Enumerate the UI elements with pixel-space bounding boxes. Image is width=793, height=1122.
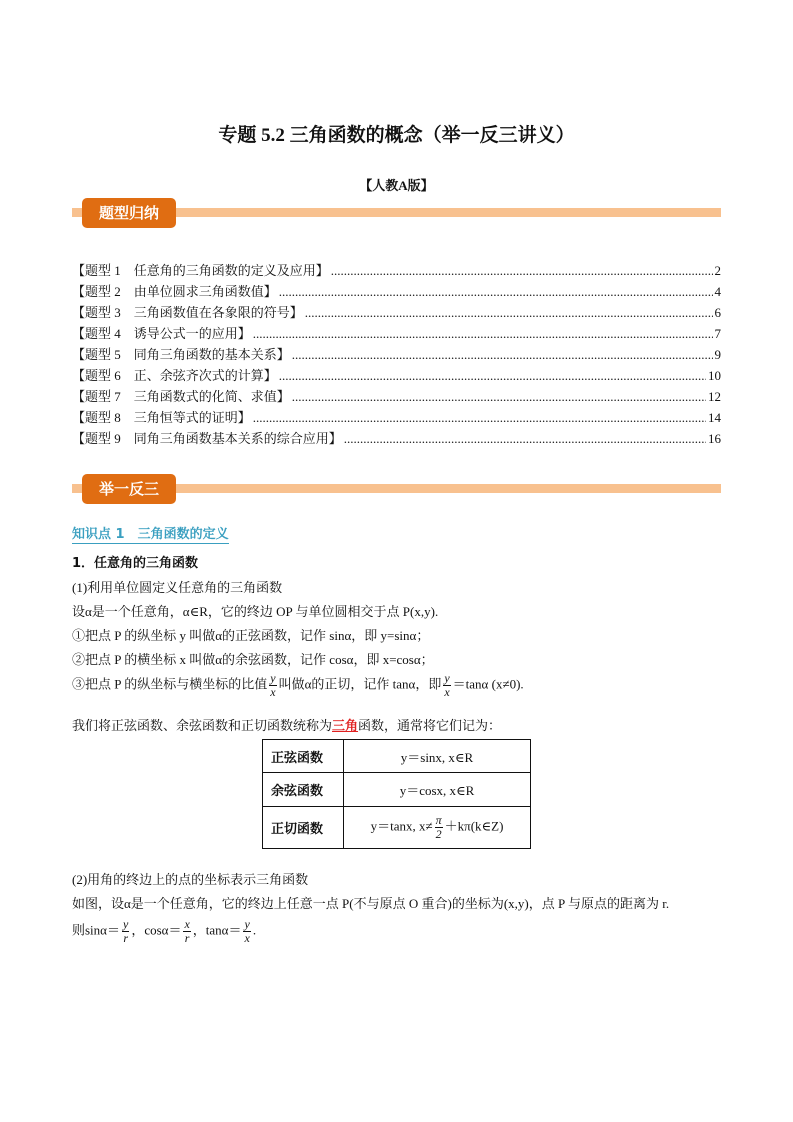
toc-page: 16: [708, 431, 721, 446]
table-cell: 余弦函数: [263, 773, 344, 807]
denominator: 2: [435, 827, 442, 841]
denominator: r: [123, 931, 128, 945]
section-heading: 1．任意角的三角函数: [72, 556, 199, 571]
text: ，tanα＝: [192, 922, 242, 938]
paragraph: [72, 918, 256, 945]
paragraph: 设α是一个任意角，α∈R，它的终边 OP 与单位圆相交于点 P(x,y).: [72, 604, 439, 619]
toc-leader: [292, 389, 706, 405]
toc-leader: [279, 284, 713, 300]
text: 则sinα＝: [72, 922, 120, 938]
toc-page: 7: [714, 326, 721, 341]
toc-leader: [305, 305, 713, 321]
toc-entry[interactable]: [72, 323, 721, 342]
table-cell: 正弦函数: [263, 740, 344, 773]
trig-function-table: [262, 739, 531, 849]
toc-page: 2: [714, 263, 721, 278]
fraction: [122, 918, 129, 945]
toc-leader: [279, 368, 706, 384]
text: ，cosα＝: [131, 922, 182, 938]
text: 我们将正弦函数、余弦函数和正切函数统称为: [72, 718, 333, 733]
toc-label: 【题型 3 三角函数值在各象限的符号】: [72, 305, 303, 320]
table-row: [263, 773, 531, 807]
banner-examples: 举一反三: [82, 474, 176, 504]
toc-entry[interactable]: [72, 386, 721, 405]
toc-label: 【题型 4 诱导公式一的应用】: [72, 326, 251, 341]
toc-page: 4: [714, 284, 721, 299]
table-row: [263, 807, 531, 849]
paragraph: ②把点 P 的横坐标 x 叫做α的余弦函数，记作 cosα，即 x=cosα；: [72, 652, 434, 667]
table-cell: y＝cosx, x∈R: [344, 773, 531, 807]
fraction: [443, 672, 450, 699]
text: y＝tanx, x≠: [370, 818, 433, 834]
text: .: [252, 922, 257, 938]
denominator: r: [184, 931, 190, 945]
numerator: y: [122, 917, 129, 931]
fraction: [435, 814, 443, 841]
numerator: y: [270, 671, 276, 685]
toc-leader: [253, 410, 706, 426]
numerator: y: [244, 917, 250, 931]
edition-label: 【人教A版】: [359, 178, 434, 193]
numerator: y: [444, 671, 450, 685]
toc-label: 【题型 7 三角函数式的化简、求值】: [72, 389, 290, 404]
text: ③把点 P 的纵坐标与横坐标的比值: [72, 676, 268, 692]
toc-entry[interactable]: [72, 428, 721, 447]
toc-leader: [292, 347, 713, 363]
toc-entry[interactable]: [72, 344, 721, 363]
toc-leader: [331, 263, 713, 279]
numerator: π: [435, 813, 442, 827]
knowledge-point-heading: 知识点 1 三角函数的定义: [72, 523, 229, 544]
table-cell: 正切函数: [263, 807, 344, 849]
table-cell: y＝sinx, x∈R: [344, 740, 531, 773]
toc-label: 【题型 2 由单位圆求三角函数值】: [72, 284, 277, 299]
toc-label: 【题型 1 任意角的三角函数的定义及应用】: [72, 263, 329, 278]
toc-page: 10: [708, 368, 721, 383]
denominator: x: [244, 931, 250, 945]
denominator: x: [444, 685, 450, 699]
toc-entry[interactable]: [72, 260, 721, 279]
toc-label: 【题型 6 正、余弦齐次式的计算】: [72, 368, 277, 383]
text: ＋kπ(k∈Z): [444, 818, 504, 834]
fraction: [183, 918, 190, 945]
toc-label: 【题型 9 同角三角函数基本关系的综合应用】: [72, 431, 342, 446]
numerator: x: [184, 917, 190, 931]
toc-label: 【题型 5 同角三角函数的基本关系】: [72, 347, 290, 362]
table-row: [263, 740, 531, 773]
toc-page: 12: [708, 389, 721, 404]
toc-page: 6: [714, 305, 721, 320]
paragraph: 如图，设α是一个任意角，它的终边上任意一点 P(不与原点 O 重合)的坐标为(x,y)，点 P 与原点的距离为 r.: [72, 896, 670, 911]
page-title: 专题 5.2 三角函数的概念（举一反三讲义）: [218, 125, 575, 146]
toc-entry[interactable]: [72, 281, 721, 300]
toc-leader: [253, 326, 713, 342]
paragraph: [72, 715, 501, 734]
toc-page: 9: [714, 347, 721, 362]
paragraph: [72, 672, 524, 699]
toc-entry[interactable]: [72, 302, 721, 321]
text: 叫做α的正切，记作 tanα，即: [278, 676, 442, 692]
table-cell: [344, 807, 531, 849]
fraction: [269, 672, 276, 699]
text: ＝tanα (x≠0).: [452, 676, 524, 692]
toc-page: 14: [708, 410, 721, 425]
denominator: x: [270, 685, 276, 699]
text: 函数，通常将它们记为：: [358, 718, 502, 733]
paragraph: ①把点 P 的纵坐标 y 叫做α的正弦函数，记作 sinα，即 y=sinα；: [72, 628, 430, 643]
highlight-text: 三角: [332, 718, 359, 733]
paragraph: (1)利用单位圆定义任意角的三角函数: [72, 580, 283, 595]
toc-entry[interactable]: [72, 407, 721, 426]
toc-label: 【题型 8 三角恒等式的证明】: [72, 410, 251, 425]
toc-entry[interactable]: [72, 365, 721, 384]
toc-leader: [344, 431, 706, 447]
banner-question-types: 题型归纳: [82, 198, 176, 228]
fraction: [243, 918, 250, 945]
paragraph: (2)用角的终边上的点的坐标表示三角函数: [72, 872, 309, 887]
